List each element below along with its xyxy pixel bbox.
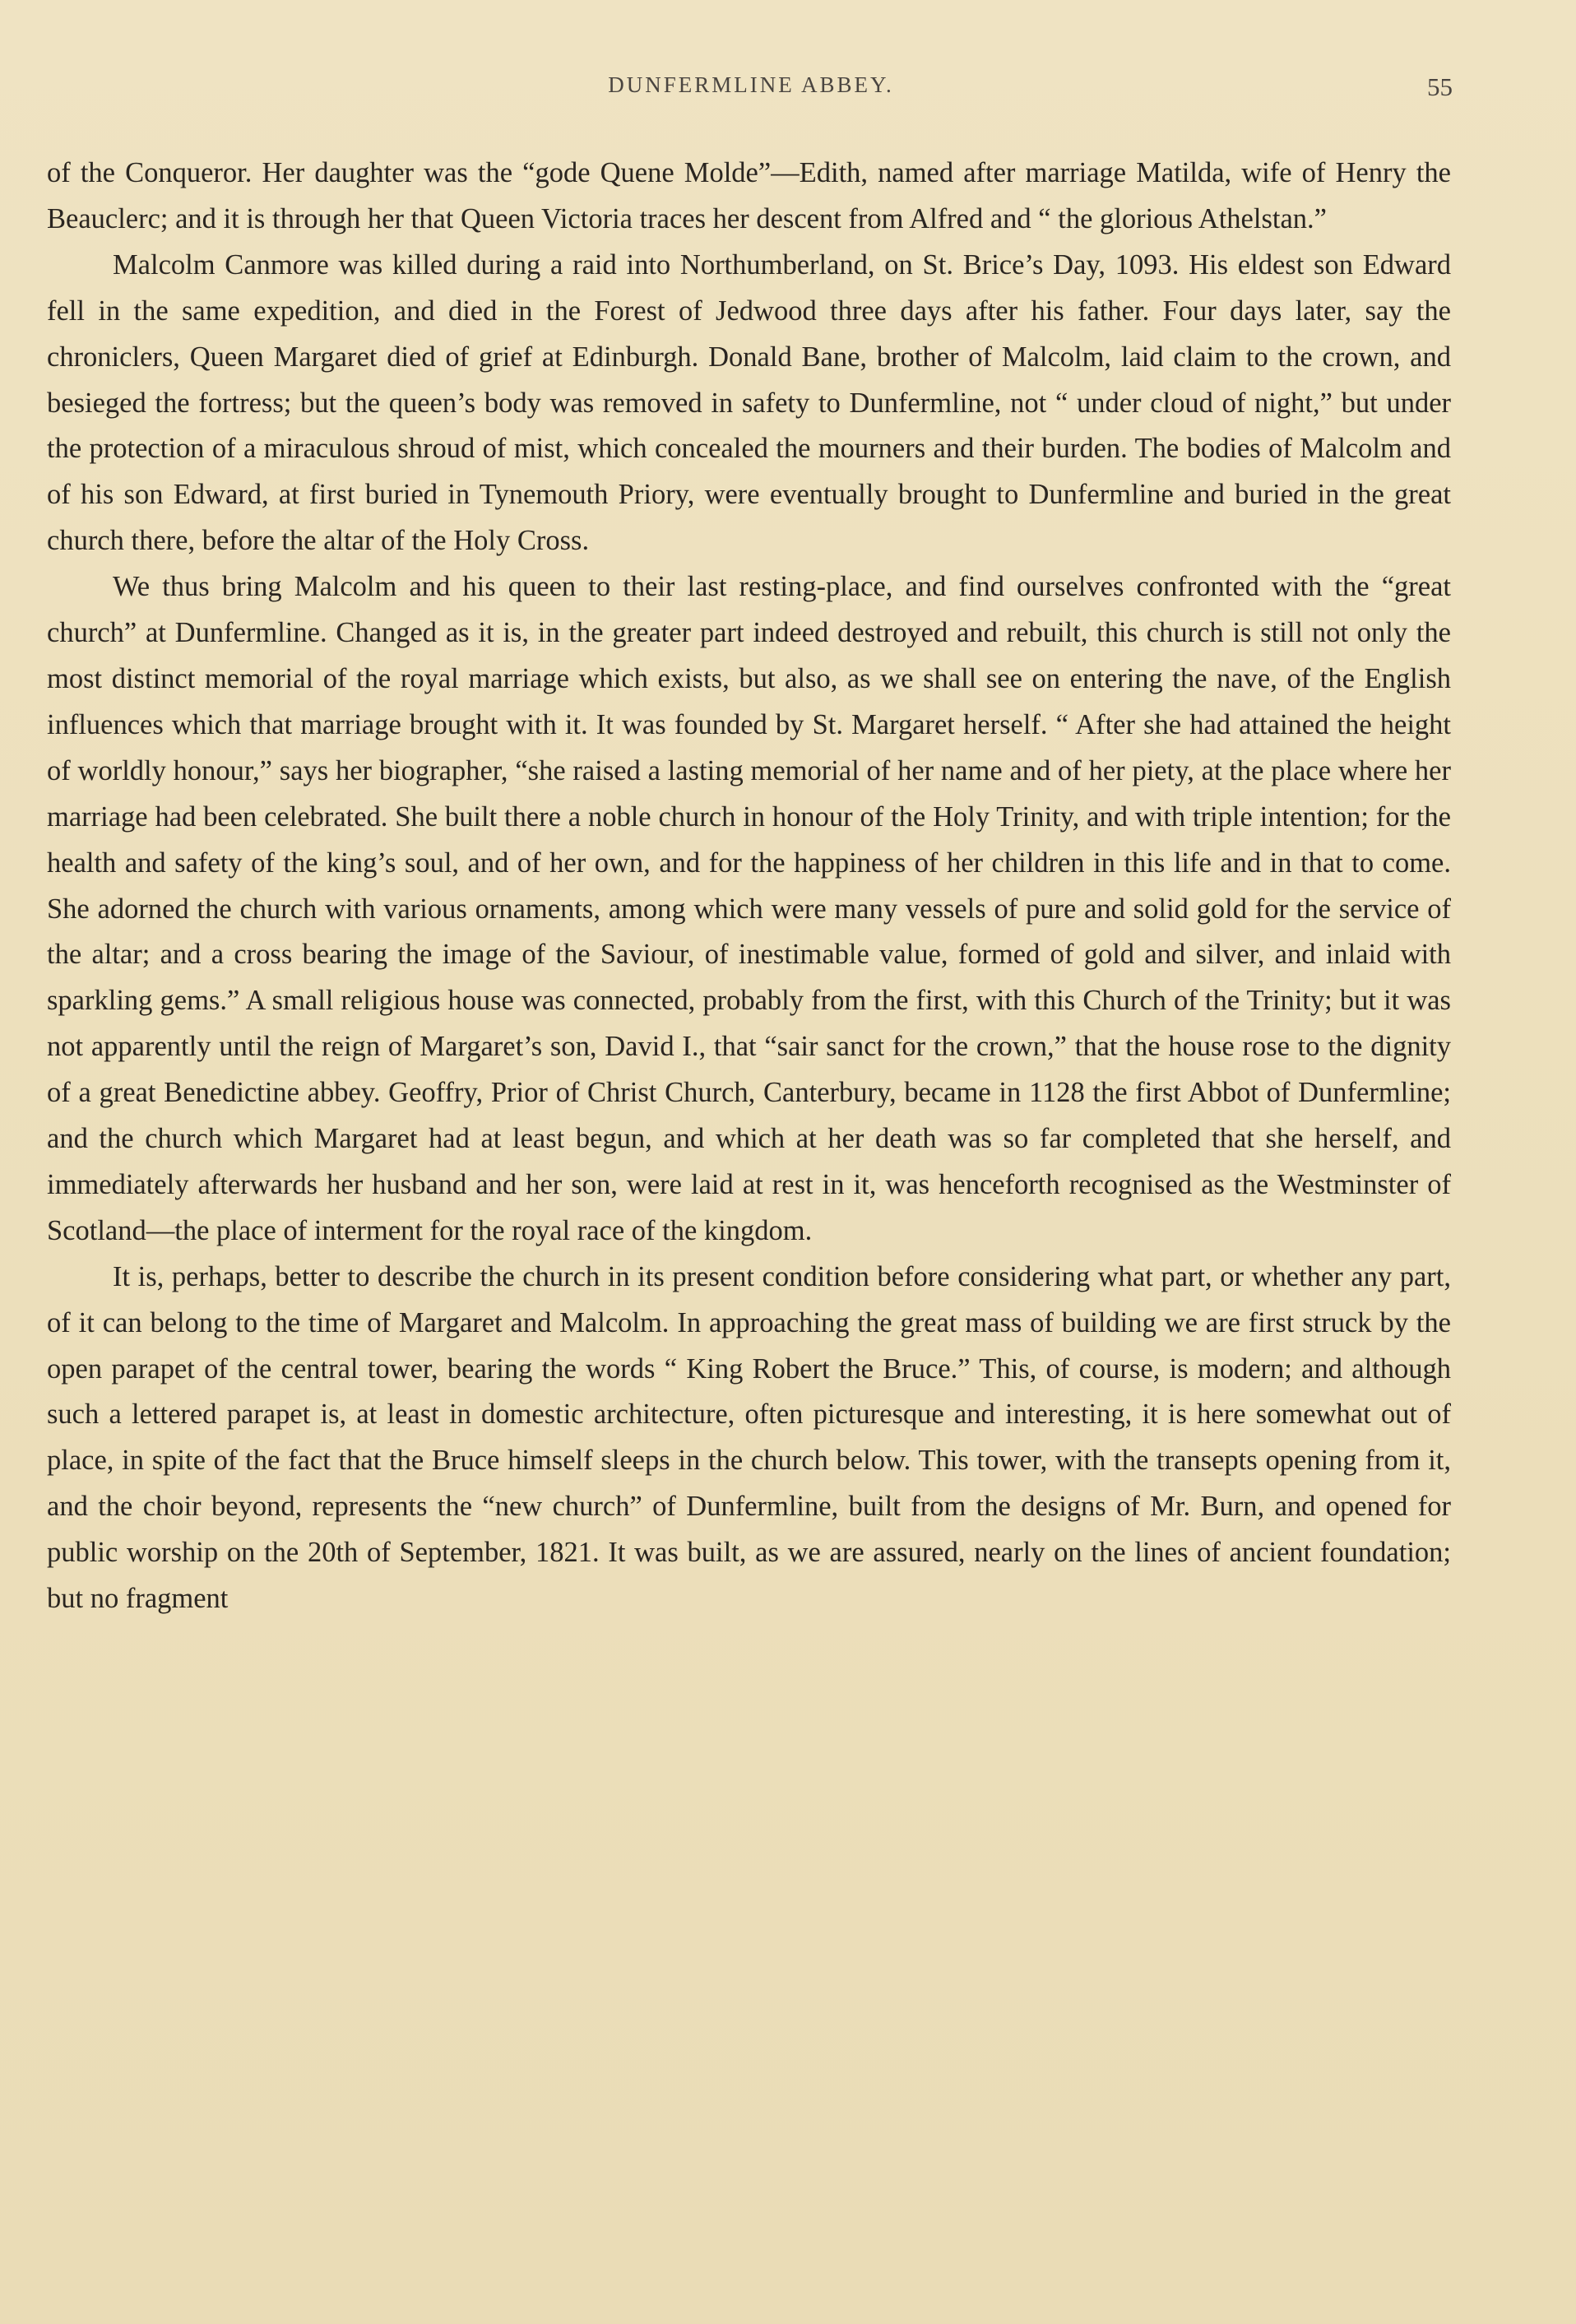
running-head: DUNFERMLINE ABBEY. xyxy=(608,72,894,97)
paragraph: We thus bring Malcolm and his queen to their last resting-place, and find ourselves confronted with the “great church” at Dunfermline. Changed as it is, in the greater part indeed destroyed and rebuilt, this church is still not only the most distinct memorial of the royal marriage which exists, but also, as we shall see on entering the nave, of the English influences which that marriage brought with it. It was founded by St. Margaret herself. “ After she had attained the height of worldly honour,” says her biographer, “she raised a lasting memorial of her name and of her piety, at the place where her marriage had been celebrated. She built there a noble church in honour of the Holy Trinity, and with triple intention; for the health and safety of the king’s soul, and of her own, and for the happiness of her children in this life and in that to come. She adorned the church with various ornaments, among which were many vessels of pure and solid gold for the service of the altar; and a cross bearing the image of the Saviour, of inestimable value, formed of gold and silver, and inlaid with sparkling gems.” A small religious house was connected, probably from the first, with this Church of the Trinity; but it was not apparently until the reign of Margaret’s son, David I., that “sair sanct for the crown,” that the house rose to the dignity of a great Benedictine abbey. Geoffry, Prior of Christ Church, Canterbury, became in 1128 the first Abbot of Dunfermline; and the church which Margaret had at least begun, and which at her death was so far completed that she herself, and immediately afterwards her husband and her son, were laid at rest in it, was henceforth recognised as the Westminster of Scotland—the place of interment for the royal race of the kingdom. xyxy=(47,571,1451,1246)
paragraph: of the Conqueror. Her daughter was the “gode Quene Molde”—Edith, named after marriage Matilda, wife of Henry the Beauclerc; and it is through her that Queen Victoria traces her descent from Alfred and “ the glorious Athelstan.” xyxy=(47,157,1451,234)
body-text xyxy=(47,151,1451,1622)
paragraph: It is, perhaps, better to describe the church in its present condition before considering what part, or whether any part, of it can belong to the time of Margaret and Malcolm. In approaching the great mass of building we are first struck by the open parapet of the central tower, bearing the words “ King Robert the Bruce.” This, of course, is modern; and although such a lettered parapet is, at least in domestic architecture, often picturesque and interesting, it is here somewhat out of place, in spite of the fact that the Bruce himself sleeps in the church below. This tower, with the transepts opening from it, and the choir beyond, represents the “new church” of Dunfermline, built from the designs of Mr. Burn, and opened for public worship on the 20th of September, 1821. It was built, as we are assured, nearly on the lines of ancient foundation; but no fragment xyxy=(47,1260,1451,1615)
page-number: 55 xyxy=(1427,72,1453,101)
paragraph: Malcolm Canmore was killed during a raid into Northumberland, on St. Brice’s Day, 1093. His eldest son Edward fell in the same expedition, and died in the Forest of Jedwood three days after his father. Four days later, say the chroniclers, Queen Margaret died of grief at Edinburgh. Donald Bane, brother of Malcolm, laid claim to the crown, and besieged the fortress; but the queen’s body was removed in safety to Dunfermline, not “ under cloud of night,” but under the protection of a miraculous shroud of mist, which concealed the mourners and their burden. The bodies of Malcolm and of his son Edward, at first buried in Tynemouth Priory, were eventually brought to Dunfermline and buried in the great church there, before the altar of the Holy Cross. xyxy=(47,248,1451,557)
page-header xyxy=(49,64,1453,114)
